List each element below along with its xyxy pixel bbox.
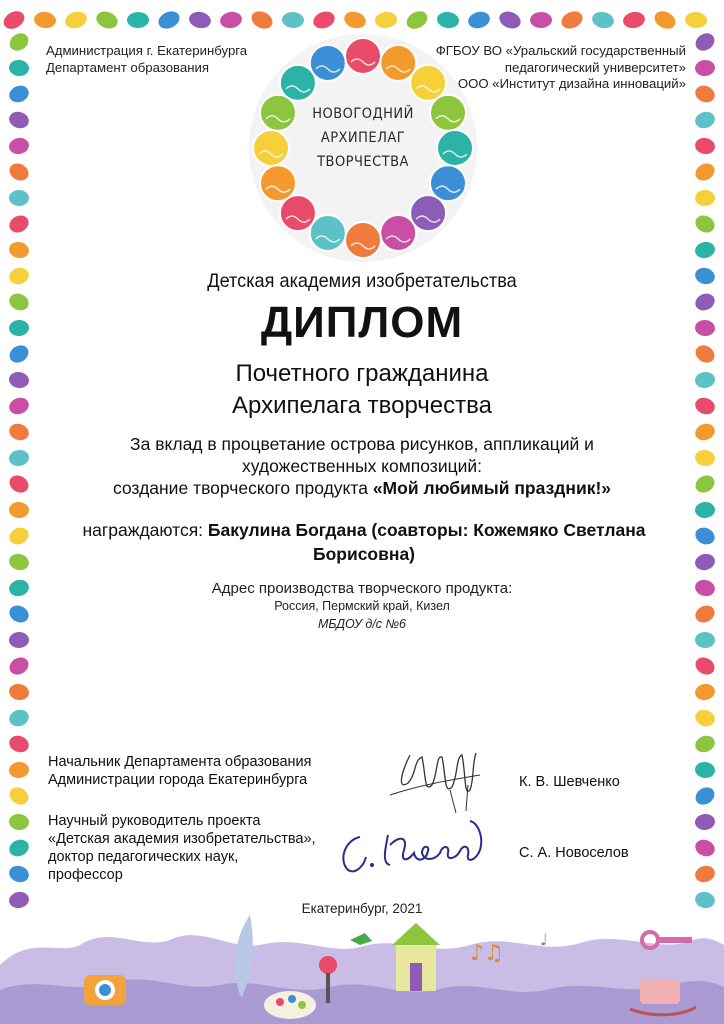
border-blob bbox=[530, 12, 552, 28]
border-blob bbox=[8, 371, 30, 390]
border-blob bbox=[7, 109, 31, 130]
contribution-prefix: создание творческого продукта bbox=[112, 478, 373, 498]
border-blob bbox=[8, 813, 29, 831]
border-blob bbox=[693, 552, 716, 573]
border-blob bbox=[692, 212, 717, 236]
address-label: Адрес производства творческого продукта: bbox=[211, 580, 513, 597]
border-blob bbox=[694, 371, 716, 390]
palette-icon bbox=[264, 991, 316, 1019]
address-organization: МБДОУ д/с №6 bbox=[317, 617, 407, 631]
border-blob bbox=[684, 11, 707, 28]
signatory1-title bbox=[48, 753, 311, 789]
contribution-text bbox=[40, 433, 684, 499]
svg-text:♪♫: ♪♫ bbox=[470, 941, 504, 966]
border-blob bbox=[693, 240, 716, 260]
signatory2-title-line2: «Детская академия изобретательства», bbox=[48, 831, 316, 847]
border-blob bbox=[692, 784, 718, 808]
border-blob bbox=[692, 342, 717, 366]
logo-island-icon bbox=[380, 215, 416, 251]
signatory2-title-line4: профессор bbox=[48, 867, 123, 883]
header-left-line2: Департамент образования bbox=[46, 59, 210, 75]
border-blob bbox=[8, 682, 30, 701]
border-blob bbox=[404, 8, 431, 33]
svg-text:♩: ♩ bbox=[540, 930, 548, 949]
decorative-border-left bbox=[0, 30, 40, 910]
border-blob bbox=[7, 707, 31, 729]
border-blob bbox=[6, 784, 32, 808]
border-blob bbox=[342, 9, 368, 31]
border-blob bbox=[7, 837, 32, 860]
border-blob bbox=[33, 11, 57, 30]
signatory2-title-line3: доктор педагогических наук, bbox=[48, 849, 239, 865]
border-blob bbox=[693, 109, 717, 130]
contribution-line1: За вклад в процветание острова рисунков, аппликаций и bbox=[130, 434, 594, 454]
border-blob bbox=[8, 449, 30, 468]
archipelago-logo bbox=[247, 32, 479, 264]
border-blob bbox=[6, 160, 31, 184]
signatory2-title-line1: Научный руководитель проекта bbox=[48, 813, 261, 829]
border-blob bbox=[7, 240, 30, 260]
border-blob bbox=[466, 9, 491, 30]
product-name: «Мой любимый праздник!» bbox=[372, 478, 612, 498]
border-blob bbox=[694, 136, 717, 156]
house-icon bbox=[392, 923, 440, 991]
signatory1-name: К. В. Шевченко bbox=[519, 774, 620, 790]
border-blob bbox=[6, 30, 32, 54]
border-blob bbox=[8, 136, 31, 156]
header-issuer-left bbox=[46, 43, 247, 76]
border-blob bbox=[6, 602, 31, 625]
border-blob bbox=[695, 190, 715, 206]
border-blob bbox=[693, 83, 718, 106]
signature-novoselov-icon bbox=[330, 815, 500, 885]
border-blob bbox=[693, 524, 718, 547]
border-blob bbox=[693, 733, 718, 755]
border-blob bbox=[127, 12, 150, 29]
contribution-line2: художественных композиций: bbox=[241, 456, 483, 476]
border-blob bbox=[7, 83, 32, 106]
camera-icon bbox=[84, 975, 126, 1005]
decorative-border-right bbox=[684, 30, 724, 910]
border-blob bbox=[693, 707, 717, 729]
border-blob bbox=[63, 9, 89, 30]
border-blob bbox=[692, 160, 717, 184]
border-blob bbox=[559, 8, 586, 32]
border-blob bbox=[8, 319, 29, 336]
subtitle-line2: Архипелага творчества bbox=[232, 392, 492, 419]
header-right-line2: педагогический университет» bbox=[504, 59, 686, 75]
signatory1-title-line1: Начальник Департамента образования bbox=[48, 754, 312, 770]
border-blob bbox=[692, 654, 717, 678]
border-blob bbox=[694, 813, 715, 831]
border-blob bbox=[374, 11, 398, 29]
border-blob bbox=[692, 602, 717, 625]
signatory2-title bbox=[48, 812, 316, 884]
bottom-decorative-scene bbox=[0, 905, 724, 1024]
border-blob bbox=[652, 8, 679, 32]
border-blob bbox=[6, 212, 31, 236]
border-blob bbox=[694, 319, 715, 336]
border-blob bbox=[7, 552, 30, 573]
border-blob bbox=[694, 682, 716, 701]
logo-text-line1: НОВОГОДНИЙ bbox=[312, 106, 414, 122]
border-blob bbox=[7, 266, 31, 287]
contribution-line3 bbox=[40, 477, 684, 499]
border-blob bbox=[8, 59, 30, 77]
border-blob bbox=[692, 472, 717, 496]
border-blob bbox=[693, 421, 717, 443]
border-blob bbox=[692, 30, 718, 54]
border-blob bbox=[693, 837, 718, 860]
border-blob bbox=[156, 8, 183, 32]
header-left-line1: Администрация г. Екатеринбурга bbox=[46, 43, 248, 58]
border-blob bbox=[7, 291, 32, 314]
border-blob bbox=[9, 632, 30, 649]
header-right-line3: ООО «Институт дизайна инноваций» bbox=[457, 76, 686, 91]
signatory1-title-line2: Администрации города Екатеринбурга bbox=[48, 772, 308, 788]
awardee-names: Бакулина Богдана (соавторы: Кожемяко Светлана Борисовна) bbox=[207, 520, 646, 564]
signatory2-name: С. А. Новоселов bbox=[519, 845, 629, 861]
bird-icon bbox=[350, 933, 372, 945]
border-blob bbox=[188, 10, 213, 30]
border-blob bbox=[219, 10, 244, 30]
logo-island-icon bbox=[310, 45, 346, 81]
border-blob bbox=[694, 761, 716, 779]
border-blob bbox=[695, 501, 716, 518]
logo-text-line2: АРХИПЕЛАГ bbox=[320, 130, 406, 146]
border-blob bbox=[7, 421, 31, 443]
border-blob bbox=[6, 472, 31, 496]
logo-island-icon bbox=[345, 38, 381, 74]
border-blob bbox=[693, 578, 716, 598]
border-blob bbox=[693, 395, 717, 417]
address-location: Россия, Пермский край, Кизел bbox=[274, 599, 450, 613]
border-blob bbox=[6, 342, 31, 366]
subtitle-line1: Почетного гражданина bbox=[235, 360, 489, 387]
border-blob bbox=[8, 761, 30, 779]
border-blob bbox=[693, 291, 718, 314]
border-blob bbox=[497, 8, 523, 31]
logo-island-icon bbox=[345, 222, 381, 258]
border-blob bbox=[590, 10, 615, 31]
border-blob bbox=[7, 524, 32, 547]
diploma-subtitle bbox=[40, 358, 684, 422]
border-blob bbox=[7, 733, 32, 755]
border-blob bbox=[282, 11, 305, 28]
border-blob bbox=[9, 190, 29, 206]
border-blob bbox=[9, 501, 30, 518]
awardees bbox=[44, 518, 684, 566]
border-blob bbox=[94, 9, 120, 32]
border-blob bbox=[311, 9, 337, 32]
header-right-line1: ФГБОУ ВО «Уральский государственный bbox=[435, 43, 686, 58]
awarded-prefix: награждаются: bbox=[82, 520, 208, 540]
border-blob bbox=[622, 10, 646, 30]
border-blob bbox=[694, 59, 716, 77]
border-blob bbox=[694, 449, 716, 468]
border-blob bbox=[0, 8, 27, 33]
border-blob bbox=[7, 395, 31, 417]
signature-shevchenko-icon bbox=[380, 735, 490, 815]
border-blob bbox=[7, 863, 31, 884]
logo-text-line3: ТВОРЧЕСТВА bbox=[317, 154, 409, 170]
border-blob bbox=[7, 578, 30, 598]
border-blob bbox=[693, 863, 717, 884]
border-blob bbox=[436, 11, 460, 30]
border-blob bbox=[249, 8, 276, 32]
border-blob bbox=[695, 632, 716, 649]
border-blob bbox=[693, 266, 717, 287]
diploma-title: ДИПЛОМ bbox=[260, 298, 464, 347]
border-blob bbox=[6, 654, 31, 678]
academy-name: Детская академия изобретательства bbox=[207, 270, 517, 292]
city-year: Екатеринбург, 2021 bbox=[301, 901, 423, 916]
logo-text bbox=[259, 102, 468, 174]
